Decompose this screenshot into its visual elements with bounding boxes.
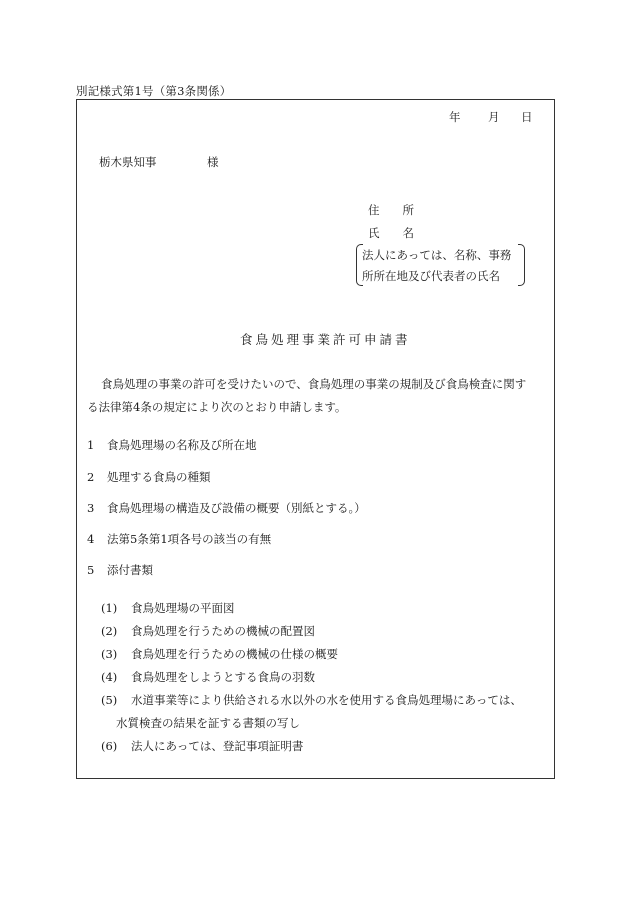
attachment-text: 食鳥処理を行うための機械の仕様の概要 bbox=[131, 647, 338, 661]
attachment-text: 食鳥処理場の平面図 bbox=[131, 601, 235, 615]
note-bracket-right bbox=[518, 244, 525, 286]
item-number: 3 bbox=[87, 501, 95, 515]
item-text: 処理する食鳥の種類 bbox=[107, 470, 211, 484]
attachment-text: 法人にあっては、登記事項証明書 bbox=[131, 739, 304, 753]
list-item bbox=[87, 500, 366, 516]
attachment-continuation: 水質検査の結果を証する書類の写し bbox=[116, 716, 300, 730]
list-item bbox=[87, 562, 153, 578]
document-title: 食鳥処理事業許可申請書 bbox=[240, 332, 411, 347]
address-label: 住 所 bbox=[368, 203, 414, 217]
body-text-line1: 食鳥処理の事業の許可を受けたいので、食鳥処理の事業の規制及び食鳥検査に関す bbox=[101, 377, 527, 391]
addressee-honorific: 様 bbox=[207, 155, 219, 169]
attachment-number: (4) bbox=[101, 670, 118, 684]
body-text-line2: る法律第4条の規定により次のとおり申請します。 bbox=[87, 400, 347, 414]
item-number: 4 bbox=[87, 532, 95, 546]
attachment-number: (5) bbox=[101, 693, 118, 707]
list-item bbox=[87, 437, 257, 453]
item-text: 添付書類 bbox=[107, 563, 153, 577]
attachment-text: 水道事業等により供給される水以外の水を使用する食鳥処理場にあっては、 bbox=[131, 693, 522, 707]
item-number: 5 bbox=[87, 563, 95, 577]
attachment-item bbox=[101, 669, 315, 685]
item-number: 2 bbox=[87, 470, 95, 484]
attachment-number: (6) bbox=[101, 739, 118, 753]
attachment-text: 食鳥処理を行うための機械の配置図 bbox=[131, 624, 315, 638]
attachment-number: (1) bbox=[101, 601, 118, 615]
item-text: 食鳥処理場の構造及び設備の概要（別紙とする。） bbox=[107, 501, 366, 515]
list-item bbox=[87, 469, 211, 485]
attachment-text: 食鳥処理をしようとする食鳥の羽数 bbox=[131, 670, 315, 684]
attachment-item bbox=[101, 738, 303, 754]
attachment-number: (2) bbox=[101, 624, 118, 638]
attachment-item bbox=[101, 623, 315, 639]
attachment-item bbox=[101, 600, 235, 616]
attachment-item bbox=[101, 646, 338, 662]
attachment-item bbox=[101, 692, 522, 708]
item-text: 食鳥処理場の名称及び所在地 bbox=[107, 438, 257, 452]
item-text: 法第5条第1項各号の該当の有無 bbox=[107, 532, 272, 546]
item-number: 1 bbox=[87, 438, 95, 452]
list-item bbox=[87, 531, 271, 547]
corporate-note-line1: 法人にあっては、名称、事務 bbox=[362, 248, 512, 262]
date-month-label: 月 bbox=[488, 110, 500, 124]
name-label: 氏 名 bbox=[368, 226, 414, 240]
date-year-label: 年 bbox=[449, 110, 461, 124]
addressee-name: 栃木県知事 bbox=[99, 155, 157, 169]
corporate-note-line2: 所所在地及び代表者の氏名 bbox=[362, 269, 500, 283]
date-day-label: 日 bbox=[521, 110, 533, 124]
form-number-label: 別記様式第1号（第3条関係） bbox=[76, 84, 232, 98]
attachment-number: (3) bbox=[101, 647, 118, 661]
